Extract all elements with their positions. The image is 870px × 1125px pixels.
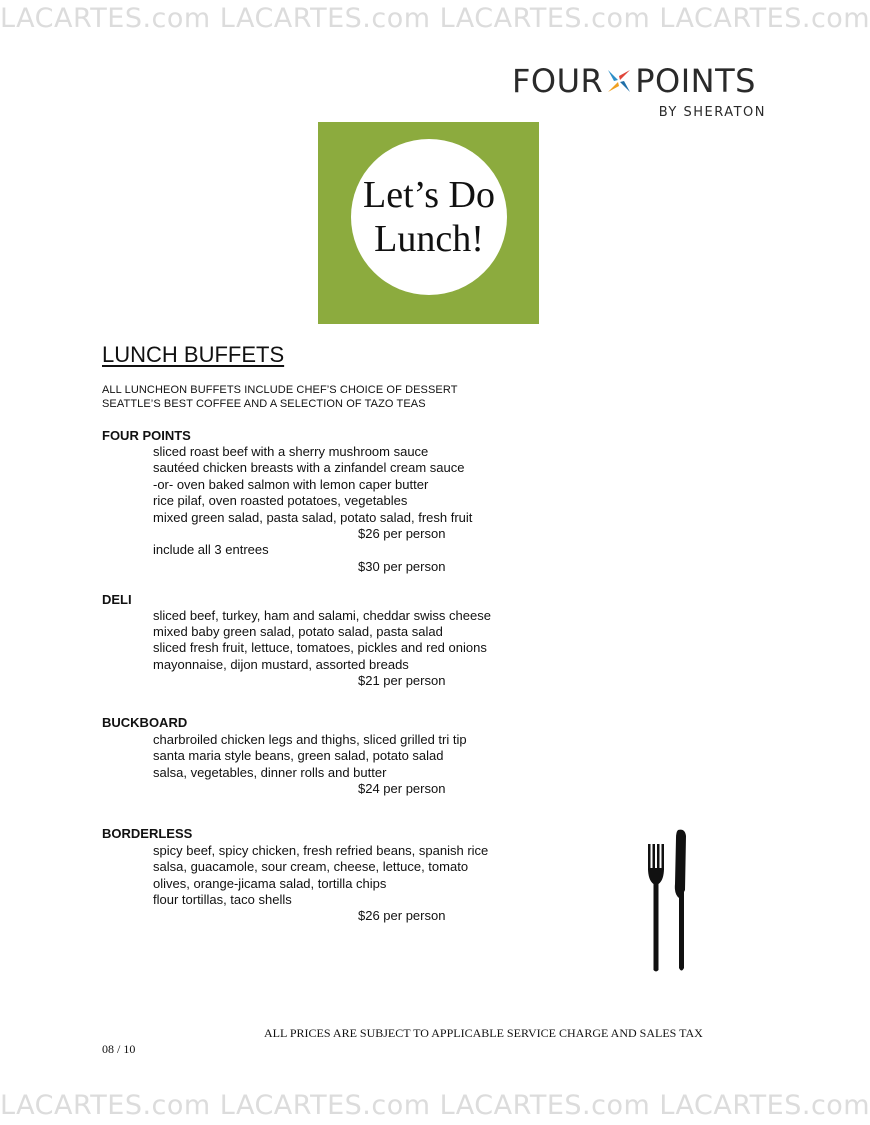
menu-line: sliced beef, turkey, ham and salami, cheddar swiss cheese <box>153 608 491 623</box>
price-borderless: $26 per person <box>358 908 446 923</box>
price-four-points: $26 per person <box>358 526 446 541</box>
section-title-buckboard: BUCKBOARD <box>102 715 188 730</box>
price-deli: $21 per person <box>358 673 446 688</box>
menu-line: sliced fresh fruit, lettuce, tomatoes, pickles and red onions <box>153 640 487 655</box>
watermark-top: LACARTES.com LACARTES.com LACARTES.com LACARTES.com <box>0 3 870 34</box>
menu-line: charbroiled chicken legs and thighs, sliced grilled tri tip <box>153 732 467 747</box>
footer-note: ALL PRICES ARE SUBJECT TO APPLICABLE SERVICE CHARGE AND SALES TAX <box>264 1026 703 1040</box>
menu-line: rice pilaf, oven roasted potatoes, vegetables <box>153 493 408 508</box>
buffet-note-2: SEATTLE’S BEST COFFEE AND A SELECTION OF TAZO TEAS <box>102 398 426 410</box>
logo-subtitle: BY SHERATON <box>658 105 766 120</box>
four-points-logo <box>512 62 770 122</box>
menu-line: salsa, vegetables, dinner rolls and butter <box>153 765 387 780</box>
page-title: LUNCH BUFFETS <box>102 342 285 367</box>
price-four-points-all-entrees: $30 per person <box>358 559 446 574</box>
menu-line: santa maria style beans, green salad, potato salad <box>153 748 444 763</box>
price-buckboard: $24 per person <box>358 781 446 796</box>
fork-and-knife-icon <box>644 828 690 973</box>
section-title-four-points: FOUR POINTS <box>102 428 191 443</box>
menu-line: olives, orange-jicama salad, tortilla chips <box>153 876 387 891</box>
section-title-borderless: BORDERLESS <box>102 826 193 841</box>
menu-line: mixed baby green salad, potato salad, pasta salad <box>153 624 443 639</box>
menu-line: -or- oven baked salmon with lemon caper butter <box>153 477 429 492</box>
hero-line-2: Lunch! <box>374 218 484 260</box>
page-code: 08 / 10 <box>102 1042 136 1056</box>
lets-do-lunch-graphic <box>318 122 539 324</box>
menu-line: mayonnaise, dijon mustard, assorted breads <box>153 657 409 672</box>
logo-word-points: POINTS <box>635 62 756 100</box>
watermark-bottom: LACARTES.com LACARTES.com LACARTES.com LACARTES.com <box>0 1090 870 1121</box>
menu-line: spicy beef, spicy chicken, fresh refried beans, spanish rice <box>153 843 489 858</box>
menu-line-extra: include all 3 entrees <box>153 542 269 557</box>
menu-line: sautéed chicken breasts with a zinfandel cream sauce <box>153 460 465 475</box>
logo-word-four: FOUR <box>512 62 604 100</box>
logo-x-icon <box>605 67 633 95</box>
menu-line: salsa, guacamole, sour cream, cheese, lettuce, tomato <box>153 859 469 874</box>
menu-line: mixed green salad, pasta salad, potato salad, fresh fruit <box>153 510 473 525</box>
section-title-deli: DELI <box>102 592 132 607</box>
white-circle <box>351 139 507 295</box>
hero-line-1: Let’s Do <box>363 174 495 216</box>
menu-line: flour tortillas, taco shells <box>153 892 292 907</box>
menu-line: sliced roast beef with a sherry mushroom sauce <box>153 444 429 459</box>
buffet-note-1: ALL LUNCHEON BUFFETS INCLUDE CHEF’S CHOICE OF DESSERT <box>102 384 458 396</box>
